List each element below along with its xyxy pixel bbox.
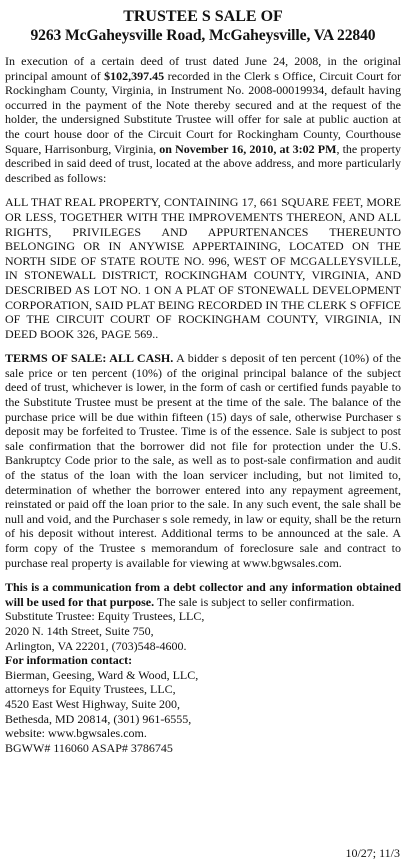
legal-description: ALL THAT REAL PROPERTY, CONTAINING 17, 661 SQUARE FEET, MORE OR LESS, TOGETHER WITH THE IMPROVEMENTS THEREON, AND ALL RIGHTS, PRIVILEGES AND APPURTENANCES THEREUNTO BELONGING OR IN ANYWISE APPERTAINING, LOCATED ON THE NORTH SIDE OF STATE ROUTE NO. 996, WEST OF MCGALLEYSVILLE, IN STONEWALL DISTRICT, ROCKINGHAM COUNTY, VIRGINIA, AND DESCRIBED AS LOT NO. 1 ON A PLAT OF STONEWALL DEVELOPMENT CORPORATION, SAID PLAT BEING RECORDED IN THE CLERK S OFFICE OF THE CIRCUIT COURT OF ROCKINGHAM COUNTY, VIRGINIA, IN DEED BOOK 326, PAGE 569..	[5, 195, 401, 341]
contact-website: website: www.bgwsales.com.	[5, 726, 147, 741]
principal-amount: $102,397.45	[104, 68, 165, 83]
terms-of-sale	[5, 351, 401, 570]
intro-text-3: , the property described in said deed of trust, located at the above address, and more particularly described as follows:	[5, 141, 402, 185]
debt-notice-text: The sale is subject to seller confirmation.	[154, 594, 355, 609]
debt-collector-notice	[5, 580, 401, 609]
contact-line: Bethesda, MD 20814, (301) 961-6555,	[5, 711, 192, 726]
intro-paragraph	[5, 54, 401, 185]
trustee-line: 2020 N. 14th Street, Suite 750,	[5, 623, 154, 638]
trustee-line: Substitute Trustee: Equity Trustees, LLC,	[5, 609, 205, 624]
debt-notice-bold: This is a communication from a debt collector and any information obtained will be used for that purpose.	[5, 580, 401, 609]
intro-text-2: recorded in the Clerk s Office, Circuit Court for Rockingham County, Virginia, in Instrument No. 2008-00019934, default having occurred in the payment of the Note thereby secured and at the request of the holder, the undersigned Substitute Trustee will offer for sale at public auction at the court house door of the Circuit Court for Rockingham County, Courthouse Square, Harrisonburg, Virginia,	[5, 68, 401, 156]
contact-reference: BGWW# 116060 ASAP# 3786745	[5, 740, 173, 755]
notice-title	[5, 7, 401, 45]
terms-body: A bidder s deposit of ten percent (10%) of the sale price or ten percent (10%) of the original principal balance of the subject deed of trust, whichever is lower, in the form of cash or certified funds payable to the Substitute Trustee must be present at the time of the sale. The balance of the purchase price will be due within fifteen (15) days of sale, otherwise Purchaser s deposit may be forfeited to Trustee. Time is of the essence. Sale is subject to post sale confirmation that the borrower did not file for protection under the U.S. Bankruptcy Code prior to the sale, as well as to post-sale confirmation and audit of the status of the loan with the loan servicer including, but not limited to, determination of whether the borrower entered into any repayment agreement, reinstated or paid off the loan prior to the sale. In any such event, the sale shall be null and void, and the Purchaser s sole remedy, in law or equity, shall be the return of his deposit without interest. Additional terms to be announced at the sale. A form copy of the Trustee s memorandum of foreclosure sale and contract to purchase real property is available for viewing at www.bgwsales.com.	[5, 351, 402, 570]
contact-line: Bierman, Geesing, Ward & Wood, LLC,	[5, 667, 199, 682]
contact-line: 4520 East West Highway, Suite 200,	[5, 696, 181, 711]
contact-line: attorneys for Equity Trustees, LLC,	[5, 682, 176, 697]
intro-text-1: In execution of a certain deed of trust dated June 24, 2008, in the original principal amount of	[5, 54, 401, 83]
terms-heading: TERMS OF SALE: ALL CASH.	[5, 351, 174, 366]
contact-heading-text: For information contact:	[5, 653, 133, 668]
publication-dates: 10/27; 11/3	[345, 846, 400, 861]
sale-date: on November 16, 2010, at 3:02 PM	[159, 141, 337, 156]
title-line-1: TRUSTEE S SALE OF	[123, 8, 283, 25]
contact-heading	[5, 653, 401, 668]
title-line-2: 9263 McGaheysville Road, McGaheysville, VA 22840	[30, 27, 376, 44]
trustee-line: Arlington, VA 22201, (703)548-4600.	[5, 638, 187, 653]
contact-block	[5, 653, 401, 755]
trustee-block	[5, 609, 401, 653]
